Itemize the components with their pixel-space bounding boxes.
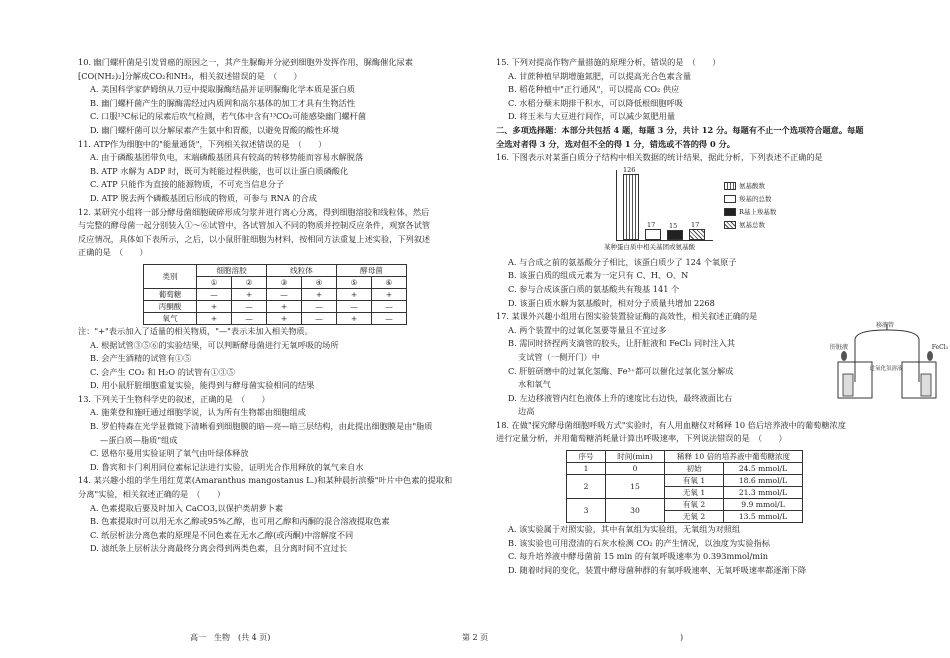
q10-option-c: C. 口服¹³C标记的尿素后吹气检测，若气体中含有¹³CO₂可能感染幽门螺杆菌 <box>90 112 367 122</box>
q16-chart-caption: 某种蛋白质中相关基团或氨基酸 <box>604 242 695 251</box>
left-column <box>78 58 472 558</box>
q18-option-c: C. 每升培养液中酵母菌前 15 min 的有氧呼吸速率为 0.393mmol/min <box>508 552 768 562</box>
q14-stem-2: 分离"实验，相关叙述正确的是 （ ） <box>78 490 226 500</box>
q16-stem: 16. 下图表示对某蛋白质分子结构中相关数据的统计结果，据此分析，下列表述不正确的是 <box>496 153 823 163</box>
q17-label-fecl3: FeCl₃ <box>931 344 948 351</box>
q12-cell: + <box>337 288 372 300</box>
q12-tube-6: ⑥ <box>372 276 407 288</box>
q12-th-cytosol: 细胞溶胶 <box>197 264 267 276</box>
q12-th-category: 类别 <box>144 264 197 288</box>
q12-cell: + <box>267 312 302 324</box>
q12-cell: — <box>302 312 337 324</box>
q18-cell-conc: 24.5 mmol/L <box>724 463 803 475</box>
q10-option-d: D. 幽门螺杆菌可以分解尿素产生氨中和胃酸，以避免胃酸的酸性环境 <box>90 125 339 135</box>
q12-tube-5: ⑤ <box>337 276 372 288</box>
q12-cell: + <box>197 312 232 324</box>
q16-label-17a: 17 <box>647 220 656 229</box>
q18-stem-1: 18. 在做"探究酵母菌细胞呼吸方式"实验时，有人用血糖仪对稀释 10 倍后培养液中的葡萄糖浓度 <box>496 420 846 430</box>
q12-stem-3: 反应情况，具体如下表所示，之后，以小鼠肝脏细胞为材料，按相同方法重复上述实验，下列叙述 <box>78 234 431 244</box>
q13-option-c: C. 恩格尔曼用实验证明了氧气由叶绿体释放 <box>90 449 249 459</box>
legend-label: R基上羧基数 <box>739 207 777 216</box>
q10-stem-1: 10. 幽门螺杆菌是引发胃癌的原因之一，其产生脲酶并分泌到细胞外发挥作用，脲酶催化尿素 <box>78 58 413 67</box>
q17-apparatus-figure <box>830 322 948 404</box>
q15-option-b: B. 稻花种植中"正行通风"，可以提高 CO₂ 供应 <box>508 85 680 95</box>
legend-label: 氨基总数 <box>739 220 765 229</box>
q12-row-label: 氧气 <box>144 312 197 324</box>
q12-cell: — <box>372 312 407 324</box>
q18-row <box>567 475 803 487</box>
q17-stem: 17. 某课外兴趣小组用右图实验装置验证酶的高效性，相关叙述正确的是 <box>496 312 758 322</box>
q14-option-d: D. 滤纸条上层析法分离最终分离会得到两类色素，且分离时间不宜过长 <box>90 544 348 554</box>
q18-option-a: A. 该实验属于对照实验，其中有氧组为实验组，无氧组为对照组 <box>508 525 741 535</box>
q15-stem: 15. 下列对提高作物产量措施的原理分析，错误的是 （ ） <box>496 58 721 67</box>
q18-cell-cond: 有氧 2 <box>665 499 724 511</box>
q16-bar-carboxyl-total <box>645 229 661 240</box>
q16-option-a: A. 与合成之前的氨基酸分子相比，该蛋白质少了 124 个氧原子 <box>508 257 737 267</box>
q11-stem: 11. ATP作为细胞中的"能量通货"，下列相关叙述错误的是 （ ） <box>78 139 327 149</box>
q18-cell-no: 1 <box>567 463 606 475</box>
q18-cell-cond: 初始 <box>665 463 724 475</box>
q18-cell-conc: 18.6 mmol/L <box>724 475 803 487</box>
legend-swatch-icon <box>724 195 736 203</box>
q18-stem-2: 进行定量分析，并用葡萄糖消耗量计算出呼吸速率，下列说法错误的是 （ ） <box>496 434 787 444</box>
question-12 <box>78 208 472 395</box>
q18-th-no: 序号 <box>567 451 606 463</box>
q14-option-a: A. 色素提取后要及时加入 CaCO3,以保护类胡萝卜素 <box>90 503 284 513</box>
q12-row-pyruvate <box>144 300 407 312</box>
q12-tube-1: ① <box>197 276 232 288</box>
footer-right: ) <box>680 633 684 642</box>
q12-cell: + <box>302 288 337 300</box>
q10-option-a: A. 美国科学家萨姆纳从刀豆中提取脲酶结晶并证明脲酶化学本质是蛋白质 <box>90 85 355 95</box>
q18-option-d: D. 随着时间的变化，装置中酵母菌种群的有氧呼吸速率、无氧呼吸速率都逐渐下降 <box>508 565 807 575</box>
q12-row-glucose <box>144 288 407 300</box>
question-10 <box>78 58 472 140</box>
q12-cell: + <box>197 300 232 312</box>
q18-cell-time: 0 <box>606 463 665 475</box>
q12-th-mito: 线粒体 <box>267 264 337 276</box>
q12-tube-4: ④ <box>302 276 337 288</box>
q12-cell: — <box>372 300 407 312</box>
q12-stem-2: 与完整的酵母菌一起分别装入①～⑥试管中，各试管加入不同的物质并控制反应条件，观察各试管 <box>78 221 431 231</box>
q12-cell: — <box>232 300 267 312</box>
q18-cell-no: 3 <box>567 499 606 523</box>
q12-row-oxygen <box>144 312 407 324</box>
question-13 <box>78 395 472 477</box>
q12-cell: — <box>302 300 337 312</box>
q13-stem: 13. 下列关于生物科学史的叙述，正确的是 （ ） <box>78 394 270 404</box>
q11-option-b: B. ATP 水解为 ADP 时，既可为耗能过程供能，也可以让蛋白质磷酸化 <box>90 166 349 176</box>
question-14 <box>78 476 472 558</box>
legend-item <box>724 219 776 232</box>
question-18 <box>496 421 898 580</box>
q13-option-b-2: —蛋白质—脂质"组成 <box>100 435 178 445</box>
q12-row-label: 丙酮酸 <box>144 300 197 312</box>
q12-tube-2: ② <box>232 276 267 288</box>
q12-cell: + <box>372 288 407 300</box>
legend-label: 氨基酸数 <box>739 181 765 190</box>
question-11 <box>78 140 472 208</box>
q12-cell: + <box>267 300 302 312</box>
q16-option-b: B. 该蛋白质的组成元素为一定只有 C、H、O、N <box>508 271 689 281</box>
q11-option-d: D. ATP 脱去两个磷酸基团后形成的物质，可参与 RNA 的合成 <box>90 193 317 203</box>
q15-option-c: C. 水稻分蘖末期排干积水，可以降低根细胞呼吸 <box>508 98 683 108</box>
q12-table <box>143 264 407 325</box>
q14-stem-1: 14. 某兴趣小组的学生用红苋菜(Amaranthus mangostanus L.)和某种晨折滨藜"叶片中色素的提取和 <box>78 476 453 486</box>
q15-option-d: D. 将玉米与大豆进行间作，可以减少氮肥用量 <box>508 112 676 122</box>
legend-swatch-icon <box>724 221 736 229</box>
q14-option-b: B. 色素提取时可以用无水乙醇或95%乙醇，也可用乙醇和丙酮的混合溶液提取色素 <box>90 517 390 527</box>
q17-label-liver: 肝脏液 <box>830 344 849 351</box>
q17-option-a: A. 两个装置中的过氧化氢要等量且不宜过多 <box>508 325 667 335</box>
q18-cell-conc: 21.3 mmol/L <box>724 487 803 499</box>
q18-th-time: 时间(min) <box>606 451 665 463</box>
legend-item <box>724 193 776 206</box>
q18-cell-cond: 无氧 1 <box>665 487 724 499</box>
q11-option-a: A. 由于磷酸基团带负电，末端磷酸基团具有较高的转移势能而容易水解脱落 <box>90 153 364 163</box>
q12-option-c: C. 会产生 CO₂ 和 H₂O 的试管有①③⑤ <box>90 367 236 377</box>
q12-cell: — <box>197 288 232 300</box>
q16-chart <box>616 165 713 241</box>
question-15 <box>496 58 898 126</box>
q12-cell: + <box>337 312 372 324</box>
q14-option-c: C. 纸层析法分离色素的原理是不同色素在无水乙醇(或丙酮)中溶解度不同 <box>90 530 354 540</box>
q18-cell-conc: 9.9 mmol/L <box>724 499 803 511</box>
q17-option-c-2: 水和氧气 <box>518 380 551 390</box>
q10-stem-2: [CO(NH₂)₂]分解成CO₂和NH₃，相关叙述错误的是 （ ） <box>78 71 302 81</box>
q12-option-b: B. 会产生酒精的试管有①⑤ <box>90 354 192 364</box>
legend-item <box>724 180 776 193</box>
q13-option-a: A. 施莱登和施旺通过细胞学说，认为所有生物都由细胞组成 <box>90 408 306 418</box>
q18-cell-conc: 13.5 mmol/L <box>724 511 803 523</box>
q17-option-b-2: 支试管（一侧开门）中 <box>518 352 600 362</box>
q12-cell: — <box>337 300 372 312</box>
q17-option-d-2: 边高 <box>518 407 535 417</box>
section-heading-1: 二、多项选择题：本部分共包括 4 题，每题 3 分，共计 12 分。每题有不止一个选项符合题意。每题 <box>496 125 864 135</box>
q10-option-b: B. 幽门螺杆菌产生的脲酶需经过内质网和高尔基体的加工才具有生物活性 <box>90 98 356 108</box>
q18-table <box>566 450 803 523</box>
q16-option-c: C. 参与合成该蛋白质的氨基酸共有羧基 141 个 <box>508 284 680 294</box>
q16-label-126: 126 <box>623 165 636 174</box>
footer-page-number: 第 2 页 <box>462 633 489 642</box>
q12-cell: — <box>232 312 267 324</box>
q18-cell-time: 30 <box>606 499 665 523</box>
q12-option-d: D. 用小鼠肝脏细胞重复实验，能得到与酵母菌实验相同的结果 <box>90 381 315 391</box>
q12-stem-4: 正确的是 （ ） <box>78 248 148 258</box>
q12-note: 注："+"表示加入了适量的相关物质，"—"表示未加入相关物质。 <box>78 326 313 336</box>
legend-item <box>724 206 776 219</box>
q18-cell-no: 2 <box>567 475 606 499</box>
q17-option-c-1: C. 肝脏研磨中的过氧化氢酶、Fe³⁺都可以催化过氧化氢分解成 <box>508 366 734 376</box>
q18-row <box>567 499 803 511</box>
q15-option-a: A. 甘蔗种植早期增施氮肥，可以提高光合色素含量 <box>508 71 692 81</box>
q16-bar-amino-acids <box>623 174 639 240</box>
q17-label-h2o2: 过氧化氢溶液 <box>869 366 903 372</box>
q16-bar-r-carboxyl <box>667 230 683 240</box>
q13-option-d: D. 鲁宾和卡门利用同位素标记法进行实验，证明光合作用释放的氧气来自水 <box>90 462 364 472</box>
q17-option-d-1: D. 左边移液管内红色液体上升的速度比右边快，最终液面比右 <box>508 393 733 403</box>
legend-swatch-icon <box>724 208 736 216</box>
q16-label-15: 15 <box>669 221 678 230</box>
q12-th-yeast: 酵母菌 <box>337 264 407 276</box>
q17-label-tube: 移液管 <box>876 322 895 329</box>
q11-option-c: C. ATP 只能作为直接的能源物质，不可充当信息分子 <box>90 180 284 190</box>
q12-tube-3: ③ <box>267 276 302 288</box>
q12-row-label: 葡萄糖 <box>144 288 197 300</box>
q18-cell-cond: 有氧 1 <box>665 475 724 487</box>
q17-apparatus-icon <box>830 322 948 404</box>
q12-option-a: A. 根据试管③⑤⑥的实验结果，可以判断酵母菌进行无氧呼吸的场所 <box>90 340 339 350</box>
footer-left: 高一 生物 (共 4 页) <box>190 633 271 642</box>
q18-option-b: B. 该实验也可用澄清的石灰水检测 CO₂ 的产生情况，以浊度为实验指标 <box>508 538 770 548</box>
q18-th-conc: 稀释 10 倍的培养液中葡萄糖浓度 <box>665 451 803 463</box>
q16-option-d: D. 该蛋白质水解为氨基酸时，相对分子质量共增加 2268 <box>508 298 715 308</box>
right-column <box>496 58 898 579</box>
q16-figure <box>496 165 898 256</box>
q16-legend <box>724 180 776 232</box>
q18-cell-cond: 无氧 2 <box>665 511 724 523</box>
q17-option-b-1: B. 需同时挤捏两支滴管的胶头，让肝脏液和 FeCl₃ 同时注入其 <box>508 339 735 349</box>
q13-option-b-1: B. 罗伯特森在光学显微镜下清晰看到细胞膜的暗—亮—暗三层结构，由此提出细胞膜是由"脂质 <box>90 422 433 432</box>
q16-bar-amino-total <box>689 229 705 240</box>
q18-cell-time: 15 <box>606 475 665 499</box>
section-multiple-choice <box>496 126 898 153</box>
q18-row <box>567 463 803 475</box>
section-heading-2: 全选对者得 3 分，选对但不全的得 1 分，错选或不答的得 0 分。 <box>496 139 735 149</box>
q16-label-17b: 17 <box>691 220 700 229</box>
q12-cell: + <box>232 288 267 300</box>
question-16 <box>496 153 898 312</box>
legend-swatch-icon <box>724 182 736 190</box>
q12-cell: — <box>267 288 302 300</box>
q12-stem-1: 12. 某研究小组将一部分酵母菌细胞破碎形成匀浆并进行离心分离，得到细胞溶胶和线粒体，然后 <box>78 207 430 217</box>
legend-label: 羧基的总数 <box>739 194 772 203</box>
